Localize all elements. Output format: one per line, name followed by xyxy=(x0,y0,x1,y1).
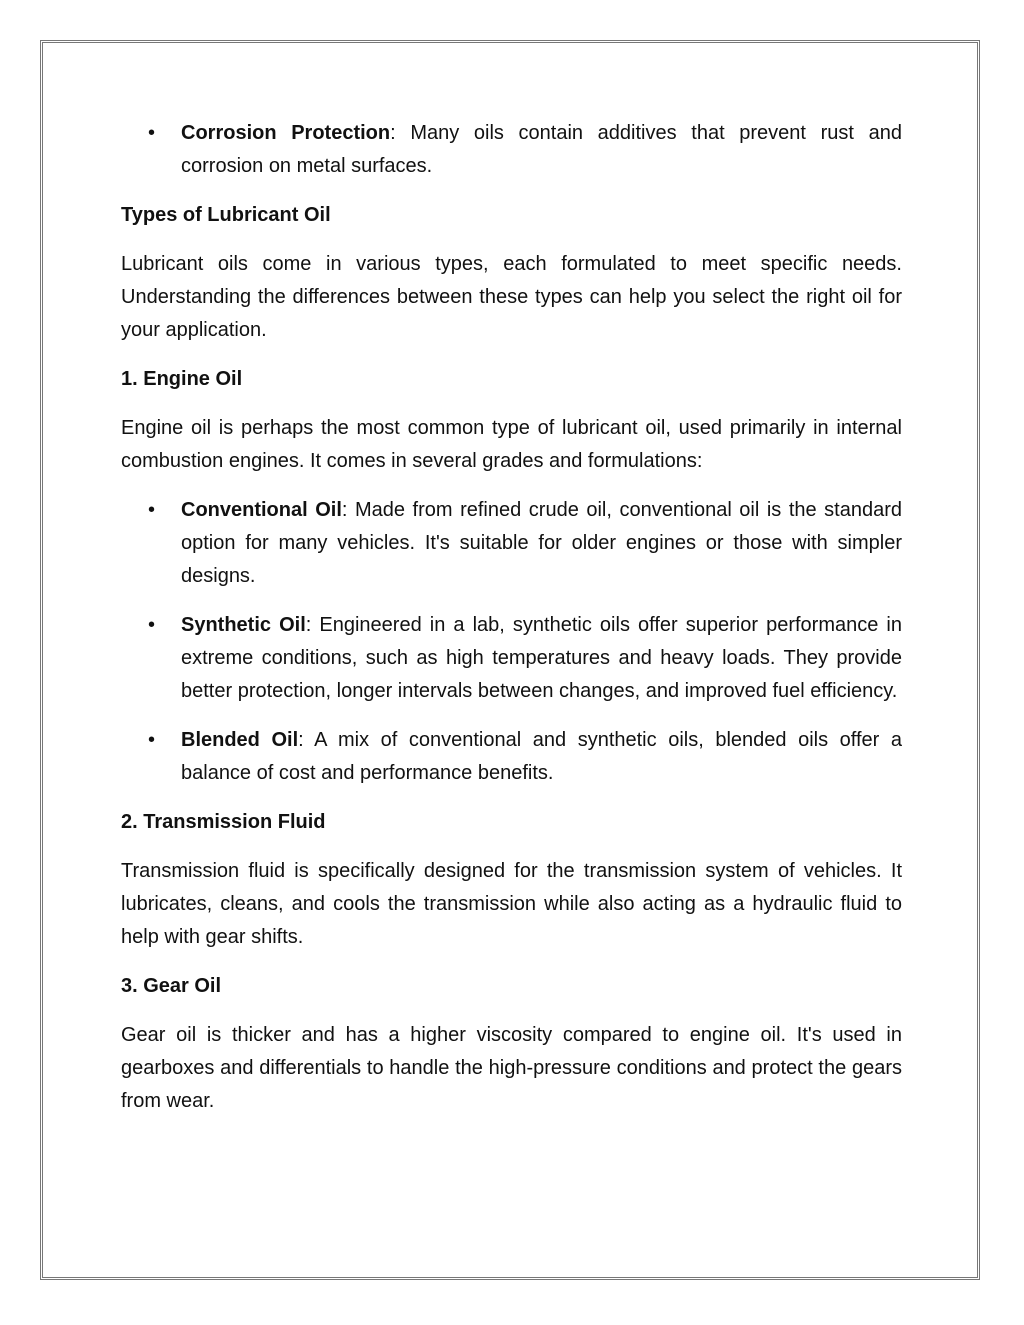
list-item-text: : A mix of conventional and synthetic oils, blended oils offer a balance of cost and performance benefits. xyxy=(181,729,903,784)
section-heading-engine-oil: 1. Engine Oil xyxy=(121,368,243,390)
list-item xyxy=(121,724,902,790)
intro-bullet-list xyxy=(121,117,902,183)
list-item-text: : Engineered in a lab, synthetic oils offer superior performance in extreme conditions, such as high temperatures and heavy loads. They provide better protection, longer intervals between changes, and improved fuel efficiency. xyxy=(181,614,902,702)
section-heading-gear-oil: 3. Gear Oil xyxy=(121,975,222,997)
document-body xyxy=(121,117,902,1134)
section-paragraph-types: Lubricant oils come in various types, each formulated to meet specific needs. Understanding the differences between these types can help you select the right oil for your application. xyxy=(121,253,902,341)
section-paragraph-engine-oil: Engine oil is perhaps the most common type of lubricant oil, used primarily in internal combustion engines. It comes in several grades and formulations: xyxy=(121,417,902,472)
section-heading-types: Types of Lubricant Oil xyxy=(121,204,331,226)
engine-oil-bullet-list xyxy=(121,494,902,790)
list-item xyxy=(121,494,902,593)
bullet-icon: • xyxy=(148,614,156,636)
list-item xyxy=(121,609,902,708)
bullet-icon: • xyxy=(148,122,156,144)
list-item-term: Conventional Oil xyxy=(181,499,342,521)
list-item-text: : Many oils contain additives that prevent rust and corrosion on metal surfaces. xyxy=(181,122,902,177)
section-paragraph-gear-oil: Gear oil is thicker and has a higher viscosity compared to engine oil. It's used in gearboxes and differentials to handle the high-pressure conditions and protect the gears from wear. xyxy=(121,1024,902,1112)
list-item xyxy=(121,117,902,183)
section-paragraph-transmission-fluid: Transmission fluid is specifically designed for the transmission system of vehicles. It lubricates, cleans, and cools the transmission while also acting as a hydraulic fluid to help with gear shifts. xyxy=(121,860,902,948)
list-item-term: Synthetic Oil xyxy=(181,614,306,636)
section-heading-transmission-fluid: 2. Transmission Fluid xyxy=(121,811,326,833)
list-item-term: Corrosion Protection xyxy=(181,122,391,144)
bullet-icon: • xyxy=(148,499,156,521)
list-item-term: Blended Oil xyxy=(181,729,299,751)
list-item-text: : Made from refined crude oil, conventional oil is the standard option for many vehicles. It's suitable for older engines or those with simpler designs. xyxy=(181,499,902,587)
bullet-icon: • xyxy=(148,729,156,751)
